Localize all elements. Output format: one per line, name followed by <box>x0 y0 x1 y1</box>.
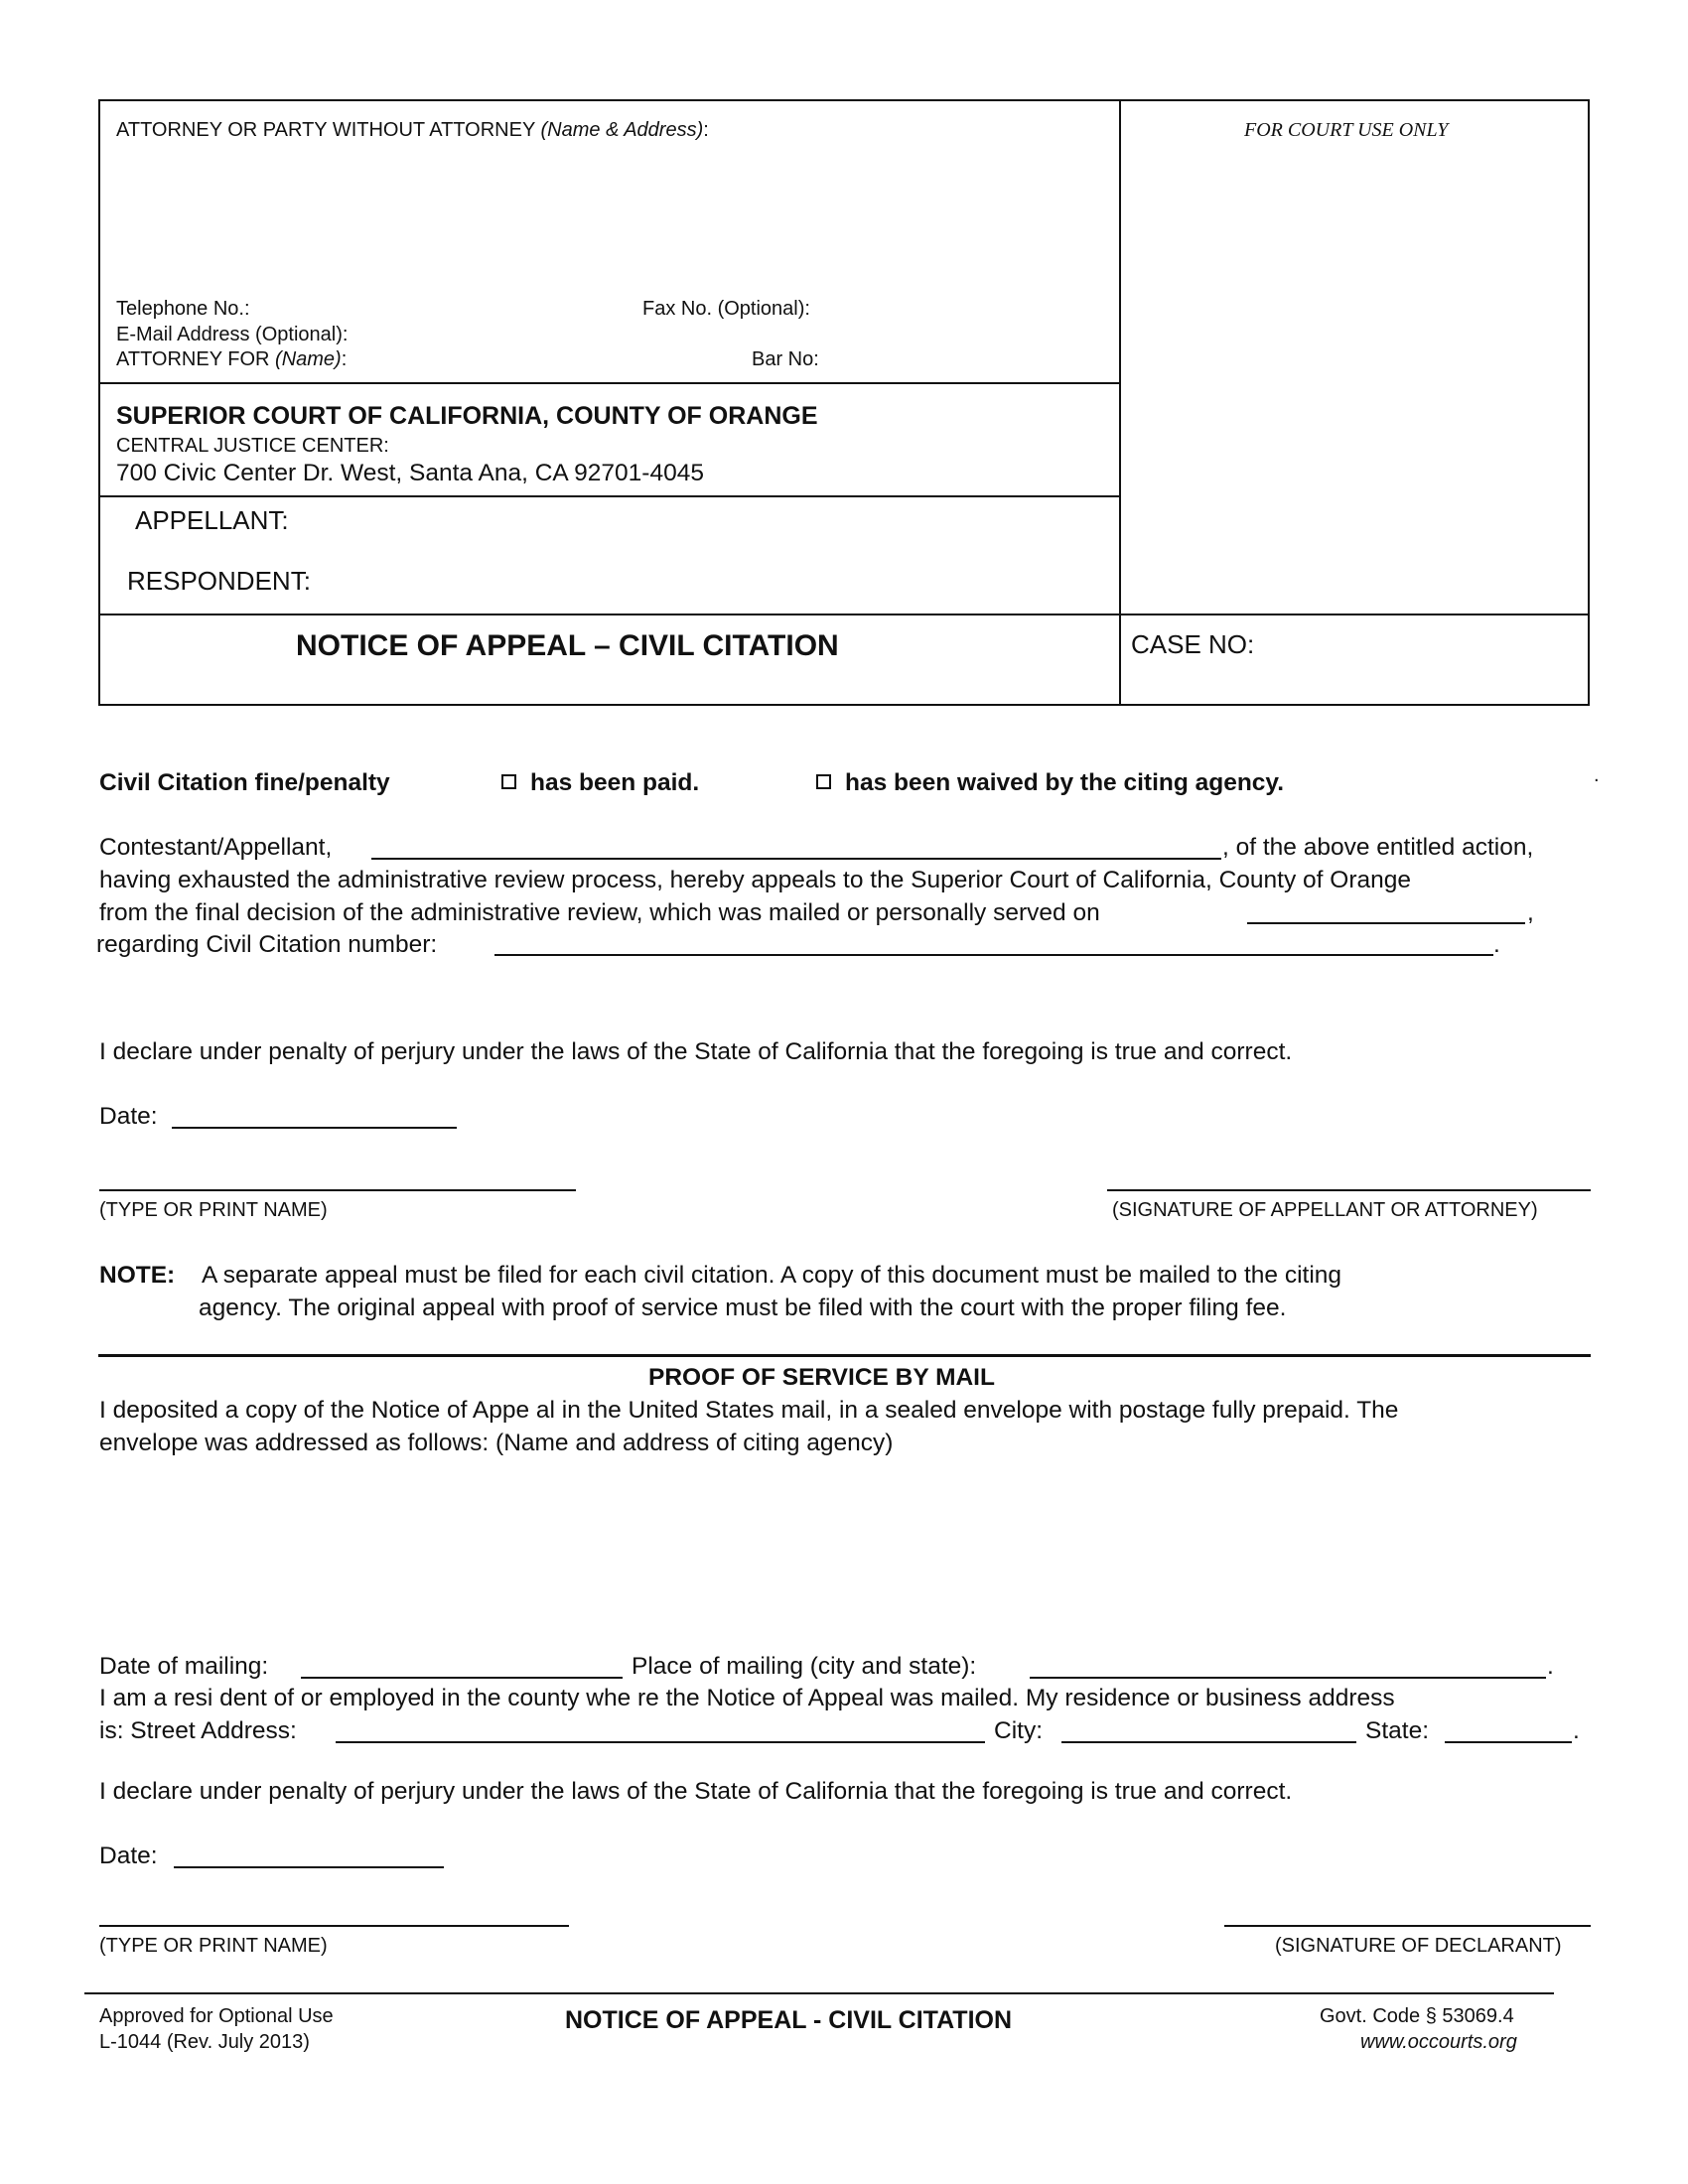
contestant-label: Contestant/Appellant, <box>99 834 333 861</box>
fine-label: Civil Citation fine/penalty <box>99 769 390 796</box>
declaration-date-line[interactable] <box>172 1127 457 1129</box>
contestant-name-line[interactable] <box>371 858 1221 860</box>
state-period: . <box>1573 1717 1580 1744</box>
note-label: NOTE: <box>99 1262 176 1289</box>
place-of-mailing-line[interactable] <box>1030 1677 1546 1679</box>
footer-title: NOTICE OF APPEAL - CIVIL CITATION <box>565 2006 1013 2034</box>
date-of-mailing-label: Date of mailing: <box>99 1653 269 1680</box>
appellant-signature-line[interactable] <box>1107 1189 1591 1191</box>
declaration-date-label: Date: <box>99 1103 158 1130</box>
waived-checkbox-option[interactable]: has been waived by the citing agency. <box>816 769 1284 797</box>
print-name-label: (TYPE OR PRINT NAME) <box>99 1199 328 1221</box>
street-address-line[interactable] <box>336 1741 985 1743</box>
attorney-label: ATTORNEY OR PARTY WITHOUT ATTORNEY (Name & Address): <box>116 119 709 141</box>
website-link[interactable]: www.occourts.org <box>1360 2031 1517 2053</box>
date-of-mailing-line[interactable] <box>301 1677 623 1679</box>
served-date-line[interactable] <box>1247 922 1525 924</box>
court-center: CENTRAL JUSTICE CENTER: <box>116 435 389 457</box>
court-use-only-label: FOR COURT USE ONLY <box>1244 119 1449 141</box>
proof-declaration-text: I declare under penalty of perjury under the laws of the State of California that the foregoing is true and correct. <box>99 1778 1293 1805</box>
proof-title: PROOF OF SERVICE BY MAIL <box>648 1364 995 1391</box>
mailing-period: . <box>1547 1653 1554 1680</box>
citation-period: . <box>1493 931 1500 958</box>
approved-label: Approved for Optional Use <box>99 2005 334 2027</box>
form-number: L-1044 (Rev. July 2013) <box>99 2031 310 2053</box>
street-address-label: is: Street Address: <box>99 1717 297 1744</box>
telephone-field[interactable]: Telephone No.: <box>116 298 250 320</box>
note-line-2: agency. The original appeal with proof of service must be filed with the court with the proper filing fee. <box>199 1295 1287 1321</box>
city-line[interactable] <box>1061 1741 1356 1743</box>
appellant-field[interactable]: APPELLANT: <box>135 505 289 535</box>
form-title: NOTICE OF APPEAL – CIVIL CITATION <box>296 629 839 662</box>
court-address: 700 Civic Center Dr. West, Santa Ana, CA 92701-4045 <box>116 460 704 486</box>
proof-date-label: Date: <box>99 1843 158 1869</box>
declaration-text: I declare under penalty of perjury under the laws of the State of California that the foregoing is true and correct. <box>99 1038 1293 1065</box>
court-section-divider <box>98 495 1119 497</box>
comma: , <box>1527 899 1534 926</box>
footer-divider <box>84 1992 1554 1994</box>
appeal-line-2: having exhausted the administrative review process, hereby appeals to the Superior Court of California, County of Orange <box>99 867 1412 893</box>
proof-divider <box>98 1354 1591 1357</box>
waived-checkbox[interactable] <box>816 774 831 789</box>
stray-dot: . <box>1594 764 1600 786</box>
note-line-1: A separate appeal must be filed for each civil citation. A copy of this document must be mailed to the citing <box>202 1262 1342 1289</box>
proof-print-name-line[interactable] <box>99 1925 569 1927</box>
govt-code: Govt. Code § 53069.4 <box>1320 2005 1514 2027</box>
paid-checkbox[interactable] <box>501 774 516 789</box>
court-name: SUPERIOR COURT OF CALIFORNIA, COUNTY OF ORANGE <box>116 402 818 430</box>
paid-checkbox-option[interactable]: has been paid. <box>501 769 699 797</box>
city-label: City: <box>994 1717 1043 1744</box>
attorney-section-divider <box>98 382 1119 384</box>
above-action-text: , of the above entitled action, <box>1222 834 1534 861</box>
declarant-signature-label: (SIGNATURE OF DECLARANT) <box>1275 1935 1562 1957</box>
proof-line-1: I deposited a copy of the Notice of Appe al in the United States mail, in a sealed envelope with postage fully prepaid. The <box>99 1397 1399 1424</box>
proof-print-name-label: (TYPE OR PRINT NAME) <box>99 1935 328 1957</box>
appeal-line-3: from the final decision of the administrative review, which was mailed or personally served on <box>99 899 1100 926</box>
attorney-for-field[interactable]: ATTORNEY FOR (Name): <box>116 348 348 370</box>
proof-date-line[interactable] <box>174 1866 444 1868</box>
fax-field[interactable]: Fax No. (Optional): <box>642 298 810 320</box>
citation-number-label: regarding Civil Citation number: <box>96 931 438 958</box>
state-line[interactable] <box>1445 1741 1572 1743</box>
case-no-field[interactable]: CASE NO: <box>1131 629 1255 659</box>
bar-no-field[interactable]: Bar No: <box>752 348 819 370</box>
proof-line-2: envelope was addressed as follows: (Name and address of citing agency) <box>99 1430 894 1456</box>
declarant-signature-line[interactable] <box>1224 1925 1591 1927</box>
print-name-line[interactable] <box>99 1189 576 1191</box>
appellant-signature-label: (SIGNATURE OF APPELLANT OR ATTORNEY) <box>1112 1199 1538 1221</box>
title-row-divider <box>98 614 1590 615</box>
citation-number-line[interactable] <box>494 954 1493 956</box>
state-label: State: <box>1365 1717 1430 1744</box>
email-field[interactable]: E-Mail Address (Optional): <box>116 324 349 345</box>
place-of-mailing-label: Place of mailing (city and state): <box>632 1653 977 1680</box>
respondent-field[interactable]: RESPONDENT: <box>127 566 311 596</box>
resident-line: I am a resi dent of or employed in the county whe re the Notice of Appeal was mailed. My residence or business address <box>99 1685 1395 1711</box>
